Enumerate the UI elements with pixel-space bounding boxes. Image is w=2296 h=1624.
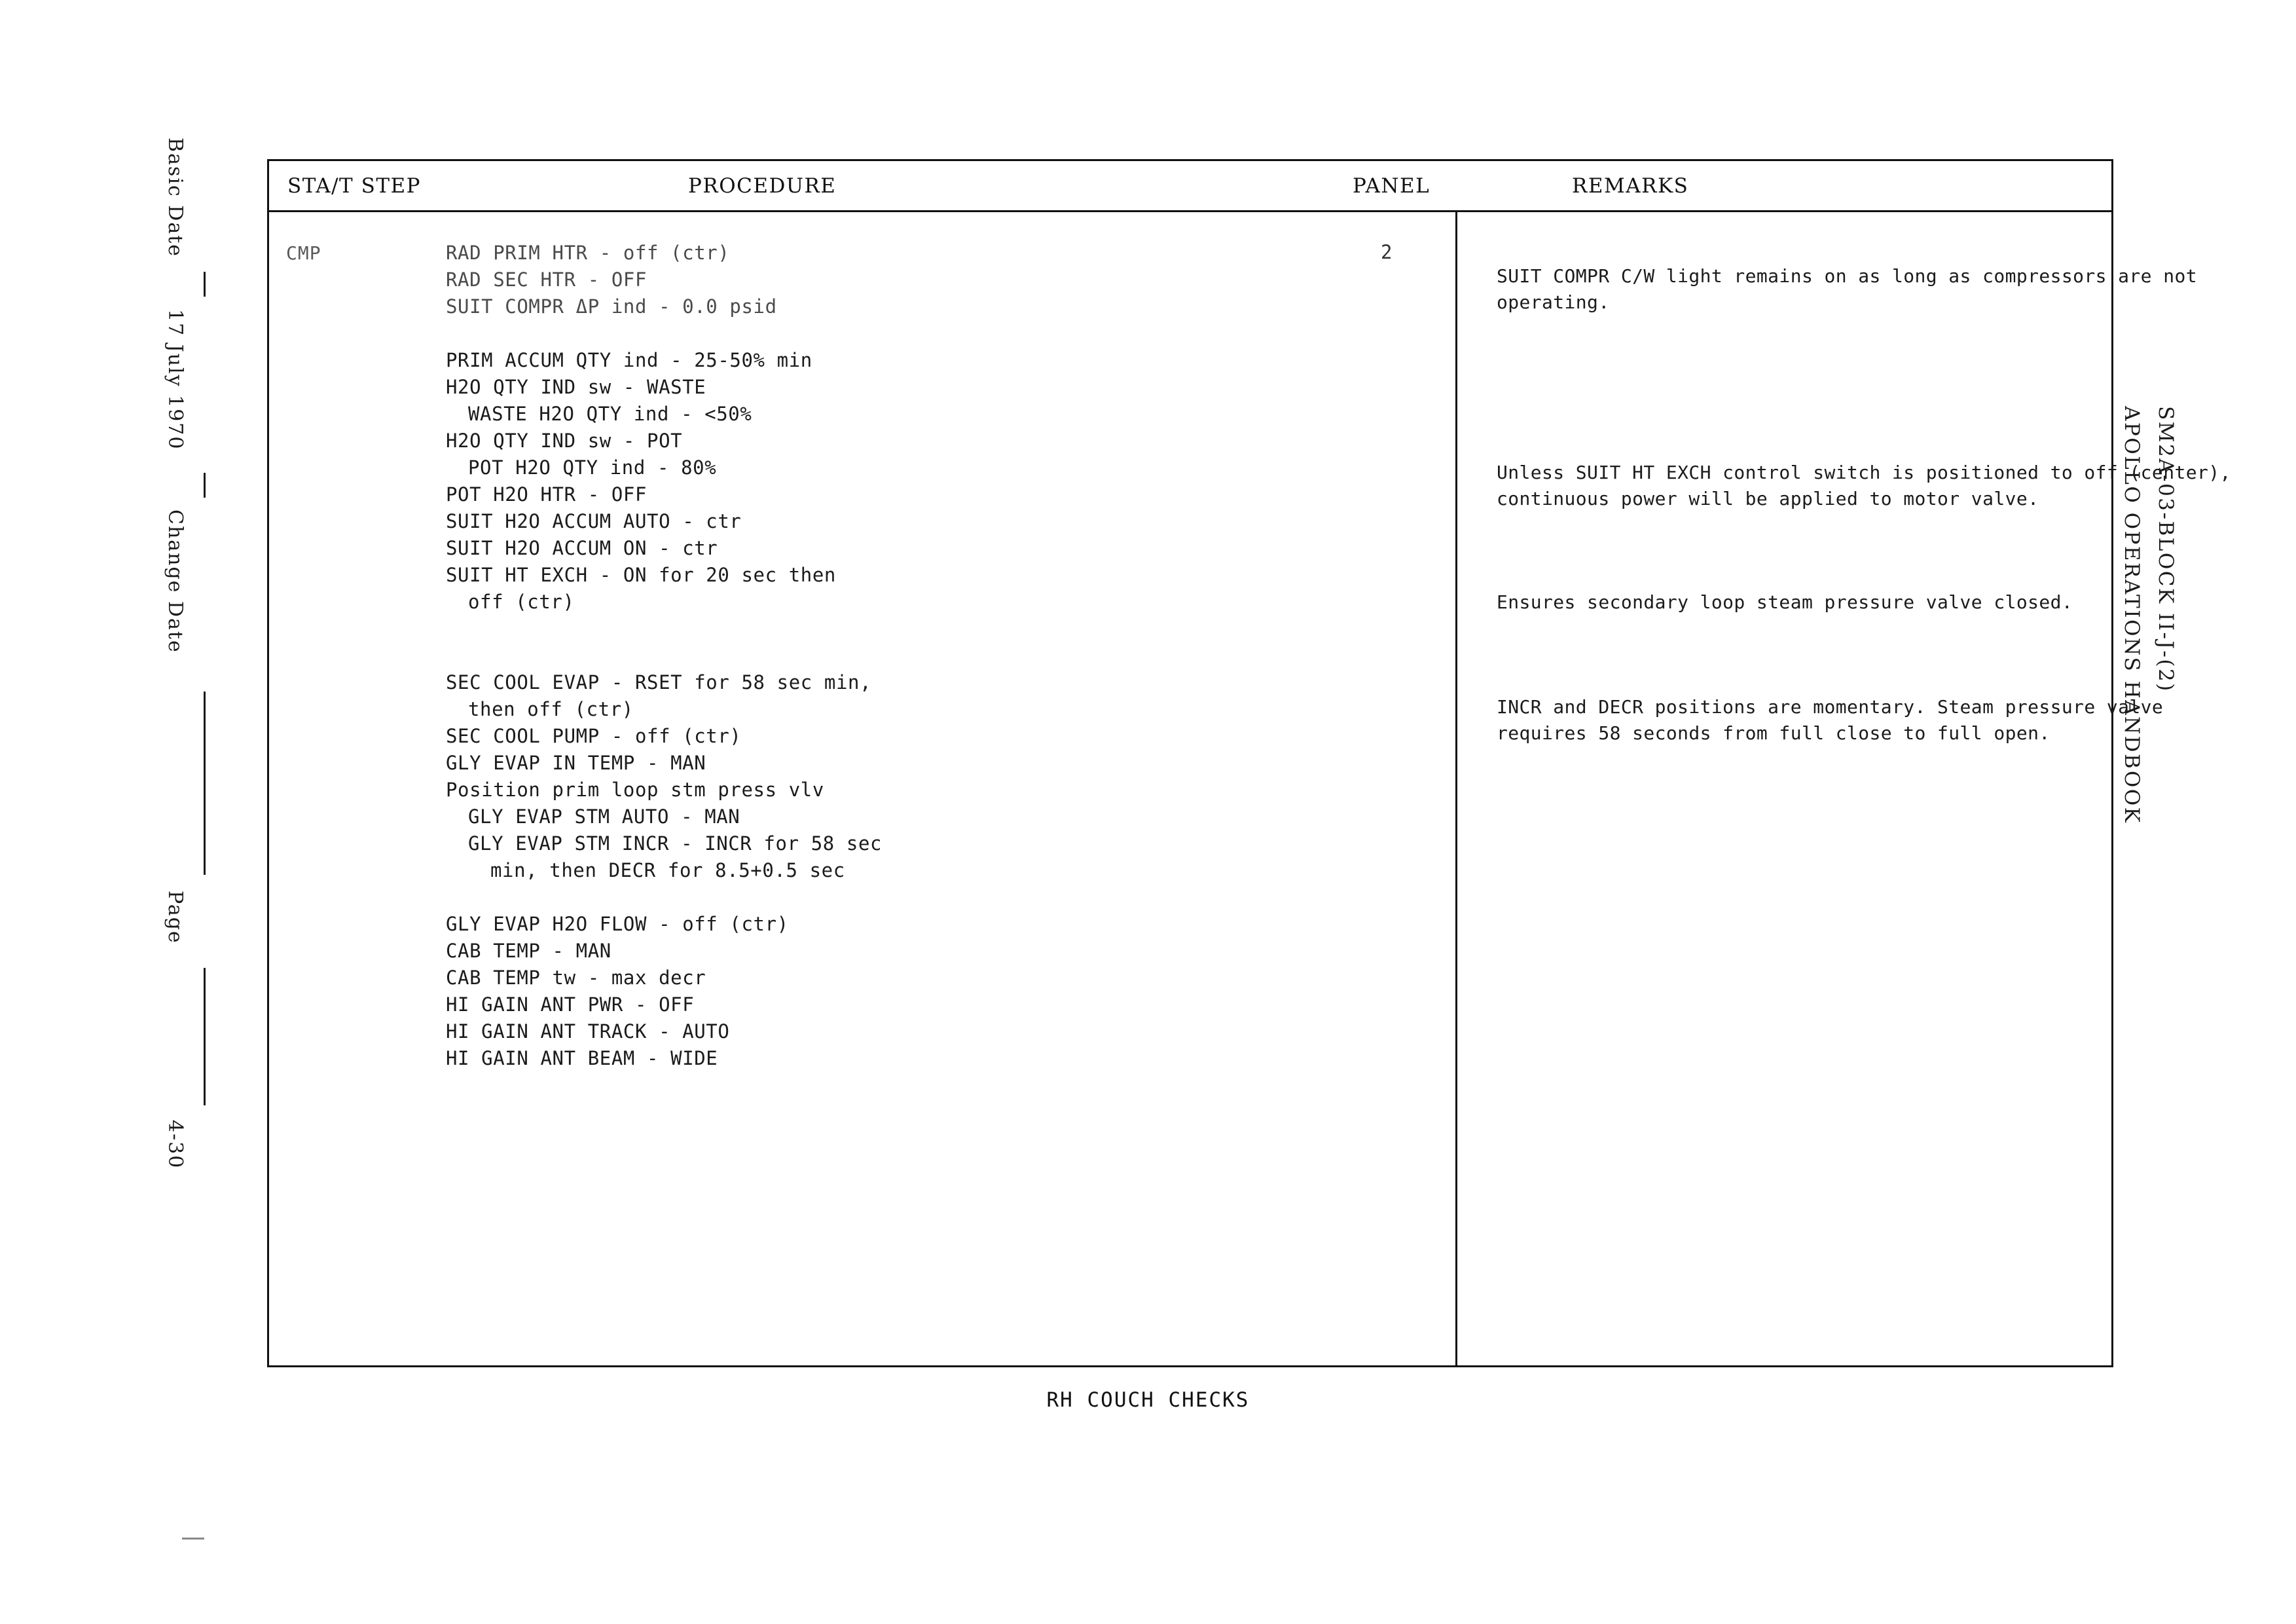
- procedure-step: RAD SEC HTR - OFF: [446, 268, 647, 291]
- procedure-step: H2O QTY IND sw - POT: [446, 430, 683, 452]
- procedure-step: SUIT COMPR ΔP ind - 0.0 psid: [446, 295, 777, 318]
- procedure-step: RAD PRIM HTR - off (ctr): [446, 242, 730, 264]
- handbook-title: APOLLO OPERATIONS HANDBOOK: [2120, 406, 2143, 824]
- remark-text: Unless SUIT HT EXCH control switch is positioned to off (center), continuous power will be applied to motor valve.: [1497, 462, 2231, 509]
- sta-step-value: CMP: [286, 242, 321, 264]
- procedure-step: SUIT H2O ACCUM ON - ctr: [446, 537, 718, 559]
- procedure-column: [269, 212, 1455, 1365]
- procedure-step: SEC COOL EVAP - RSET for 58 sec min,: [446, 671, 872, 693]
- header-sta-step: STA/T STEP: [287, 174, 421, 198]
- procedure-step: [446, 884, 1362, 911]
- basic-date-value: 17 July 1970: [164, 309, 187, 451]
- procedure-step: PRIM ACCUM QTY ind - 25-50% min: [446, 349, 812, 371]
- procedure-step: then off (ctr): [468, 698, 634, 720]
- page-number: 4-30: [164, 1120, 187, 1170]
- header-remarks: REMARKS: [1572, 174, 1689, 198]
- procedure-step: HI GAIN ANT BEAM - WIDE: [446, 1047, 718, 1069]
- procedure-step: off (ctr): [468, 591, 575, 613]
- procedure-step: GLY EVAP IN TEMP - MAN: [446, 752, 706, 774]
- spine-rule-2: [204, 473, 206, 498]
- page-stray-mark: [182, 1538, 204, 1540]
- spine-rule-3: [204, 692, 206, 875]
- procedure-step: POT H2O HTR - OFF: [446, 483, 647, 506]
- document-number: SM2A-03-BLOCK II-J-(2): [2154, 406, 2178, 693]
- procedure-step: SUIT H2O ACCUM AUTO - ctr: [446, 510, 742, 532]
- panel-value: 2: [1381, 241, 1393, 263]
- remark-text: Ensures secondary loop steam pressure valve closed.: [1497, 591, 2073, 613]
- procedure-step: Position prim loop stm press vlv: [446, 779, 824, 801]
- procedure-step: GLY EVAP STM AUTO - MAN: [468, 805, 740, 828]
- procedure-step: H2O QTY IND sw - WASTE: [446, 376, 706, 398]
- change-date-label: Change Date: [164, 509, 187, 654]
- procedure-step: GLY EVAP H2O FLOW - off (ctr): [446, 913, 789, 935]
- header-panel: PANEL: [1353, 174, 1430, 198]
- right-margin-spine: [2115, 406, 2246, 1192]
- procedure-step: SUIT HT EXCH - ON for 20 sec then: [446, 564, 836, 586]
- basic-date-label: Basic Date: [164, 138, 187, 258]
- remark-text: SUIT COMPR C/W light remains on as long as compressors are not operating.: [1497, 265, 2197, 313]
- spine-rule-4: [204, 968, 206, 1105]
- procedure-step: GLY EVAP STM INCR - INCR for 58 sec: [468, 832, 883, 855]
- procedure-step-list: [446, 240, 1362, 1072]
- procedure-step: WASTE H2O QTY ind - <50%: [468, 403, 752, 425]
- procedure-step: [446, 616, 1362, 642]
- spine-rule-1: [204, 272, 206, 297]
- procedure-step: [446, 642, 1362, 669]
- remark-text: INCR and DECR positions are momentary. Steam pressure valve requires 58 seconds from full close to full open.: [1497, 696, 2164, 744]
- table-header-row: [269, 161, 2111, 212]
- procedure-step: HI GAIN ANT TRACK - AUTO: [446, 1020, 730, 1043]
- left-margin-spine: [164, 138, 226, 1382]
- header-procedure: PROCEDURE: [688, 174, 837, 198]
- procedure-step: SEC COOL PUMP - off (ctr): [446, 725, 742, 747]
- page-label: Page: [164, 891, 187, 944]
- footer-caption: RH COUCH CHECKS: [1046, 1388, 1250, 1412]
- procedure-step: min, then DECR for 8.5+0.5 sec: [490, 859, 845, 881]
- procedure-step: CAB TEMP tw - max decr: [446, 967, 706, 989]
- procedure-step: HI GAIN ANT PWR - OFF: [446, 993, 695, 1016]
- procedure-step: POT H2O QTY ind - 80%: [468, 456, 717, 479]
- procedure-step: [446, 320, 1362, 347]
- procedure-step: CAB TEMP - MAN: [446, 940, 611, 962]
